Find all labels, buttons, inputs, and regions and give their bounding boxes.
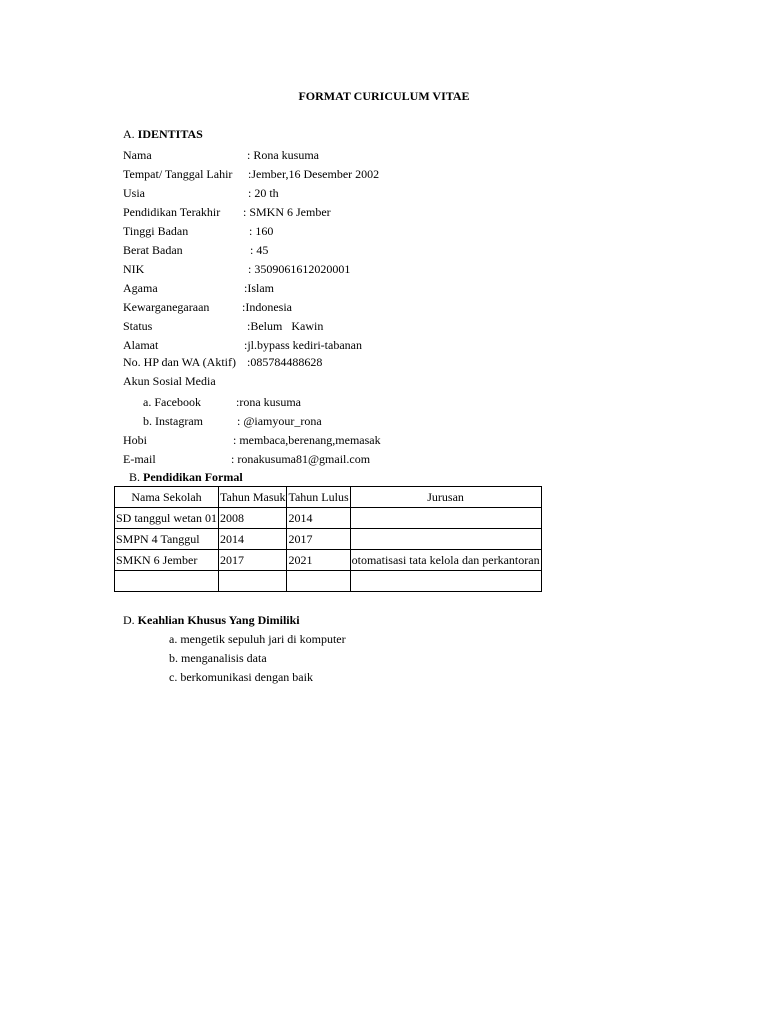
section-identitas-heading [123, 127, 203, 142]
field-value: :rona kusuma [236, 395, 301, 409]
table-cell: SMKN 6 Jember [115, 550, 219, 571]
field-value: : Rona kusuma [247, 148, 319, 162]
field-label: E-mail [123, 452, 156, 466]
field-label: Akun Sosial Media [123, 374, 216, 388]
field-label: Usia [123, 186, 145, 200]
field-label: Agama [123, 281, 158, 295]
table-row [115, 529, 542, 550]
field-row-facebook [0, 394, 768, 410]
field-row-pendidikan [0, 204, 768, 220]
table-cell: otomatisasi tata kelola dan perkantoran [350, 550, 541, 571]
table-cell: 2017 [287, 529, 350, 550]
field-value: :Islam [244, 281, 274, 295]
table-cell [350, 529, 541, 550]
field-label: Berat Badan [123, 243, 183, 257]
table-cell [287, 571, 350, 592]
field-label: Hobi [123, 433, 147, 447]
table-cell: 2021 [287, 550, 350, 571]
field-value: : 45 [250, 243, 269, 257]
column-header: Tahun Lulus [287, 487, 350, 508]
field-label: b. Instagram [143, 414, 203, 428]
field-label: a. Facebook [143, 395, 201, 409]
field-row-sosmed [0, 373, 768, 389]
list-item: a. mengetik sepuluh jari di komputer [169, 632, 346, 646]
field-row-ttl [0, 166, 768, 182]
table-cell [115, 571, 219, 592]
table-row [115, 508, 542, 529]
field-value: : 20 th [248, 186, 279, 200]
table-cell: 2017 [219, 550, 287, 571]
field-row-email [0, 451, 768, 467]
field-value: :Belum Kawin [247, 319, 324, 333]
field-row-hobi [0, 432, 768, 448]
table-cell: 2008 [219, 508, 287, 529]
column-header: Nama Sekolah [115, 487, 219, 508]
field-row-alamat [0, 337, 768, 353]
section-pendidikan-heading [129, 470, 243, 485]
field-row-usia [0, 185, 768, 201]
column-header: Jurusan [350, 487, 541, 508]
document-title: FORMAT CURICULUM VITAE [298, 89, 470, 103]
table-cell: SMPN 4 Tanggul [115, 529, 219, 550]
section-prefix: B. [129, 470, 141, 484]
table-row [115, 571, 542, 592]
field-value: : 3509061612020001 [248, 262, 351, 276]
education-table [114, 486, 542, 592]
field-value: : @iamyour_rona [237, 414, 322, 428]
field-row-kewarganegaraan [0, 299, 768, 315]
field-value: : membaca,berenang,memasak [233, 433, 381, 447]
field-value: : ronakusuma81@gmail.com [231, 452, 371, 466]
field-row-nik [0, 261, 768, 277]
list-item: c. berkomunikasi dengan baik [169, 670, 313, 684]
table-cell: SD tanggul wetan 01 [115, 508, 219, 529]
table-cell [350, 571, 541, 592]
field-value: : 160 [249, 224, 274, 238]
field-row-hp [0, 354, 768, 370]
section-title: Pendidikan Formal [143, 470, 243, 484]
section-title: Keahlian Khusus Yang Dimiliki [137, 613, 300, 627]
field-value: :085784488628 [247, 355, 323, 369]
field-label: Tempat/ Tanggal Lahir [123, 167, 233, 181]
field-row-nama [0, 147, 768, 163]
table-cell: 2014 [287, 508, 350, 529]
section-title: IDENTITAS [137, 127, 203, 141]
field-row-instagram [0, 413, 768, 429]
section-prefix: A. [123, 127, 135, 141]
table-header-row [115, 487, 542, 508]
column-header: Tahun Masuk [219, 487, 287, 508]
field-value: :Jember,16 Desember 2002 [248, 167, 380, 181]
table-row [115, 550, 542, 571]
field-row-status [0, 318, 768, 334]
field-label: NIK [123, 262, 145, 276]
field-row-agama [0, 280, 768, 296]
field-row-tinggi [0, 223, 768, 239]
table-cell: 2014 [219, 529, 287, 550]
table-cell [219, 571, 287, 592]
field-label: Nama [123, 148, 152, 162]
field-label: Status [123, 319, 153, 333]
field-label: No. HP dan WA (Aktif) [123, 355, 236, 369]
field-label: Pendidikan Terakhir [123, 205, 221, 219]
field-label: Alamat [123, 338, 159, 352]
list-item: b. menganalisis data [169, 651, 267, 665]
field-label: Tinggi Badan [123, 224, 189, 238]
field-value: :Indonesia [242, 300, 292, 314]
field-value: : SMKN 6 Jember [243, 205, 331, 219]
section-keahlian-heading [123, 613, 300, 628]
section-prefix: D. [123, 613, 135, 627]
field-row-berat [0, 242, 768, 258]
field-value: :jl.bypass kediri-tabanan [244, 338, 362, 352]
table-cell [350, 508, 541, 529]
field-label: Kewarganegaraan [123, 300, 210, 314]
